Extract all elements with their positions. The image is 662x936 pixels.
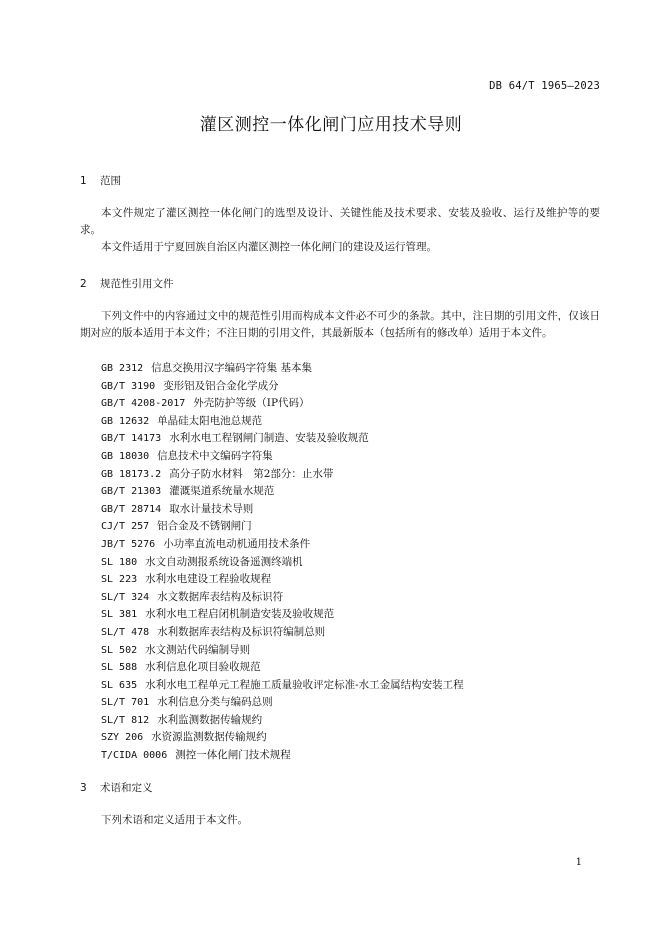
document-title: 灌区测控一体化闸门应用技术导则	[199, 115, 463, 135]
reference-item	[101, 413, 464, 431]
reference-code: GB 18173.2	[101, 468, 162, 480]
reference-item	[101, 466, 464, 484]
reference-code: SL/T 478	[101, 626, 150, 638]
reference-item	[101, 659, 464, 677]
reference-item	[101, 501, 464, 519]
reference-title: 水利信息分类与编码总则	[157, 696, 273, 709]
reference-code: T/CIDA 0006	[101, 750, 168, 762]
reference-list	[101, 360, 464, 765]
section-title: 范围	[100, 175, 121, 187]
reference-title: 水利水电工程钢闸门制造、安装及验收规范	[169, 432, 369, 445]
standard-code: DB 64/T 1965—2023	[489, 80, 600, 92]
references-intro-paragraph: 下列文件中的内容通过文中的规范性引用而构成本文件必不可少的条款。其中，注日期的引用文件，仅该日期对应的版本适用于本文件；不注日期的引用文件，其最新版本（包括所有的修改单）适用于本文件。	[80, 310, 600, 339]
reference-code: SL/T 324	[101, 591, 150, 603]
reference-code: GB/T 28714	[101, 503, 162, 515]
reference-title: 信息技术中文编码字符集	[157, 449, 273, 462]
reference-item	[101, 571, 464, 589]
reference-item	[101, 430, 464, 448]
reference-code: SL/T 812	[101, 714, 150, 726]
reference-item	[101, 360, 464, 378]
reference-item	[101, 712, 464, 730]
terms-paragraph: 下列术语和定义适用于本文件。	[101, 814, 248, 826]
reference-code: GB 2312	[101, 363, 144, 374]
reference-code: GB 12632	[101, 415, 150, 427]
reference-title: 单晶硅太阳电池总规范	[157, 414, 263, 427]
reference-item	[101, 378, 464, 396]
reference-title: 水资源监测数据传输规约	[151, 731, 267, 744]
reference-item	[101, 554, 464, 572]
reference-title: 小功率直流电动机通用技术条件	[163, 537, 311, 550]
section-heading-scope	[80, 173, 121, 188]
reference-title: 水利水电建设工程验收规程	[145, 573, 272, 586]
reference-code: SL/T 701	[101, 697, 150, 709]
section-title: 规范性引用文件	[100, 278, 174, 290]
reference-title: 水利水电工程启闭机制造安装及验收规范	[145, 608, 335, 621]
reference-item	[101, 395, 464, 413]
reference-code: SL 588	[101, 662, 138, 674]
reference-item	[101, 606, 464, 624]
reference-item	[101, 677, 464, 695]
reference-item	[101, 747, 464, 765]
reference-title: 水利数据库表结构及标识符编制总则	[157, 625, 326, 638]
reference-code: GB/T 14173	[101, 433, 162, 445]
reference-item	[101, 694, 464, 712]
reference-title: 水利水电工程单元工程施工质量验收评定标准-水工金属结构安装工程	[145, 678, 464, 691]
reference-code: SL 381	[101, 609, 138, 621]
reference-title: 铝合金及不锈钢闸门	[157, 520, 252, 533]
reference-title: 水文自动测报系统设备遥测终端机	[145, 555, 303, 568]
reference-title: 变形铝及铝合金化学成分	[163, 379, 279, 392]
scope-paragraph-2: 本文件适用于宁夏回族自治区内灌区测控一体化闸门的建设及运行管理。	[101, 241, 437, 253]
reference-code: GB 18030	[101, 450, 150, 462]
reference-title: 取水计量技术导则	[169, 502, 254, 515]
scope-paragraph-1: 本文件规定了灌区测控一体化闸门的选型及设计、关键性能及技术要求、安装及验收、运行及维护等的要求。	[80, 207, 600, 236]
reference-code: SL 180	[101, 556, 138, 568]
reference-item	[101, 589, 464, 607]
reference-title: 信息交换用汉字编码字符集 基本集	[151, 362, 312, 374]
page-number: 1	[575, 857, 582, 868]
reference-title: 水利信息化项目验收规范	[145, 661, 261, 674]
reference-code: CJ/T 257	[101, 521, 150, 533]
reference-title: 水文数据库表结构及标识符	[157, 590, 284, 603]
section-number: 3	[80, 782, 87, 794]
section-heading-terms-definitions	[80, 780, 153, 795]
reference-item	[101, 518, 464, 536]
reference-code: GB/T 21303	[101, 486, 162, 498]
reference-code: GB/T 4208-2017	[101, 398, 186, 410]
reference-code: GB/T 3190	[101, 380, 156, 392]
reference-item	[101, 448, 464, 466]
reference-code: SL 635	[101, 679, 138, 691]
reference-item	[101, 624, 464, 642]
reference-item	[101, 642, 464, 660]
reference-title: 灌溉渠道系统量水规范	[169, 485, 275, 498]
reference-title: 水文测站代码编制导则	[145, 643, 251, 656]
reference-title: 水利监测数据传输规约	[157, 713, 263, 726]
section-number: 2	[80, 278, 87, 290]
section-title: 术语和定义	[100, 782, 153, 794]
reference-item	[101, 729, 464, 747]
reference-title: 外壳防护等级（IP代码）	[193, 397, 310, 410]
reference-item	[101, 536, 464, 554]
section-number: 1	[80, 175, 87, 187]
reference-code: SL 502	[101, 644, 138, 656]
reference-code: SL 223	[101, 574, 138, 586]
reference-title: 高分子防水材料 第2部分：止水带	[169, 467, 334, 480]
section-heading-normative-references	[80, 276, 174, 291]
reference-code: SZY 206	[101, 732, 144, 744]
reference-title: 测控一体化闸门技术规程	[175, 749, 291, 762]
reference-item	[101, 483, 464, 501]
reference-code: JB/T 5276	[101, 538, 156, 550]
